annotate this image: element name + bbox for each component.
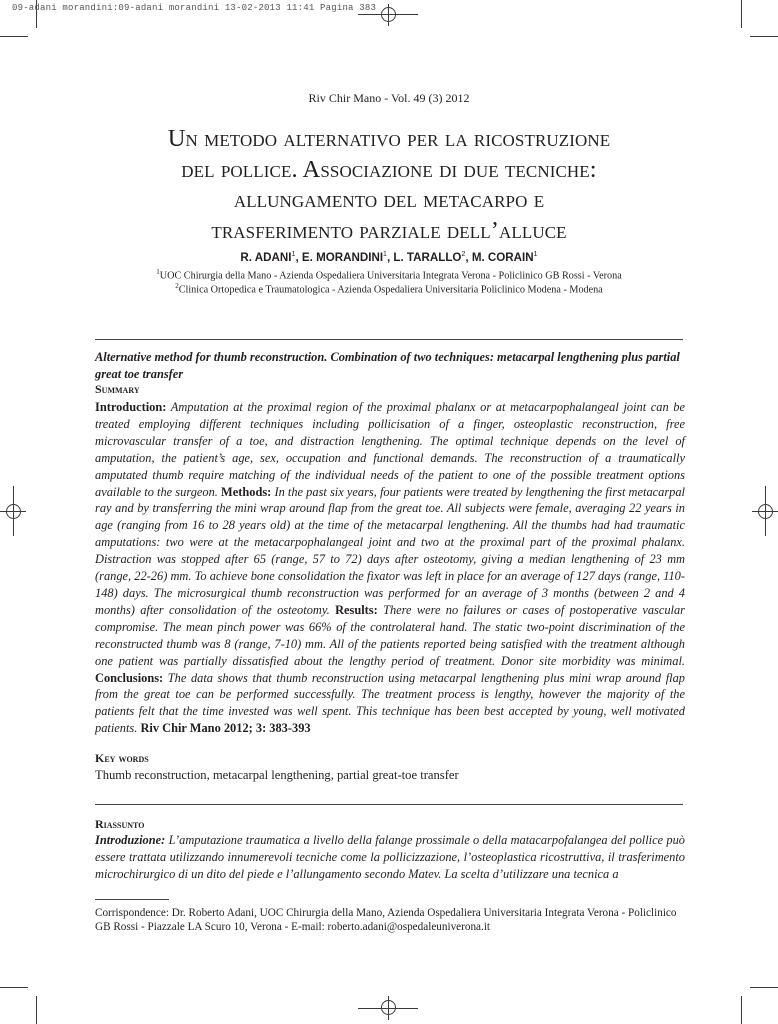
title-line: trasferimento parziale dell’alluce xyxy=(211,216,567,244)
author-affiliation-number: 1 xyxy=(533,251,538,259)
author-affiliation-number: 1 xyxy=(383,251,387,259)
crop-mark xyxy=(0,36,28,37)
english-title: Alternative method for thumb reconstruction. Combination of two techniques: metacarpal lengthening plus partial great toe transfer xyxy=(95,350,680,381)
footnote-rule xyxy=(95,899,169,900)
riassunto-text xyxy=(95,832,685,883)
author-affiliation-number: 2 xyxy=(461,251,466,259)
title-line: Un metodo alternativo per la ricostruzione xyxy=(167,125,611,152)
citation: Riv Chir Mano 2012; 3: 383-393 xyxy=(140,721,311,736)
crop-mark xyxy=(741,0,742,28)
correspondence-note: Corrispondence: Dr. Roberto Adani, UOC Chirurgia della Mano, Azienda Ospedaliera Universitaria Integrata Verona - Policlinico GB Rossi - Piazzale LA Scuro 10, Verona - E-mail: roberto.adani@ospedaleuniverona.it xyxy=(95,907,677,933)
printer-slug: 09-adani morandini:09-adani morandini 13-02-2013 11:41 Pagina 383 xyxy=(12,3,377,13)
riassunto-heading: Riassunto xyxy=(95,817,145,831)
abstract-label: Introduction: xyxy=(95,400,167,414)
abstract-section: Amputation at the proximal region of the proximal phalanx or at metacarpophalangeal joint can be treated employing different techniques including pollicisation of a finger, osteoplastic reconstruction, free microvascular transfer of a toe, and distraction lengthening. The optimal technique depends on the level of amputation, the patient’s age, sex, occupation and functional demands. The reconstruction of a traumatically amputated thumb require matching of the individual needs of the patient to one of the possible treatment options available to the surgeon. xyxy=(95,400,686,499)
affiliation-text: Clinica Ortopedica e Traumatologica - Azienda Ospedaliera Universitaria Policlinico Modena - Modena xyxy=(178,284,603,296)
affiliation-number: 1 xyxy=(156,268,160,276)
abstract-label: Results: xyxy=(335,602,378,617)
affiliation-text: UOC Chirurgia della Mano - Azienda Ospedaliera Universitaria Integrata Verona - Policlinico GB Rossi - Verona xyxy=(159,270,622,282)
abstract-section: In the past six years, four patients were treated by lengthening the first metacarpal ray and by transferring the mini wrap around flap from the great toe. All subjects were female, averaging 22 years in age (ranging from 16 to 28 years old) at the time of the metacarpal lengthening. All the thumbs had had traumatic amputations: two were at the metacarpophalangeal joint and two at the proximal part of the proximal phalanx. Distraction was stopped after 65 (range, 57 to 72) days after osteotomy, giving a median lengthening of 23 mm (range, 22-26) mm. To achieve bone consolidation the fixator was left in place for an average of 127 days (range, 110-148) days. The microsurgical thumb reconstruction was performed for an average of 3 months (between 2 and 4 months) after consolidation of the osteotomy. xyxy=(95,484,685,617)
abstract-section: The data shows that thumb reconstruction using metacarpal lengthening plus mini wrap around flap from the great toe can be performed successfully. The treatment process is lengthy, however the majority of the patients felt that the time invested was well spent. This technique has been best accepted by young, well motivated patients. xyxy=(95,670,685,736)
riassunto-label: Introduzione: xyxy=(95,833,166,847)
author-name: M. CORAIN xyxy=(471,251,534,264)
divider xyxy=(95,339,683,340)
title-line: allungamento del metacarpo e xyxy=(233,186,545,213)
journal-header: Riv Chir Mano - Vol. 49 (3) 2012 xyxy=(308,91,470,105)
keywords-heading: Key words xyxy=(95,751,149,765)
crop-mark xyxy=(36,996,37,1024)
article-title xyxy=(60,124,718,246)
author-name: E. MORANDINI xyxy=(301,251,384,264)
title-line: del pollice. Associazione di due tecniche: xyxy=(181,155,597,183)
crop-mark xyxy=(750,36,778,37)
registration-mark xyxy=(758,504,773,519)
keywords: Thumb reconstruction, metacarpal lengthening, partial great-toe transfer xyxy=(95,768,459,782)
abstract-label: Conclusions: xyxy=(95,670,164,685)
registration-mark xyxy=(381,7,396,22)
summary-heading: Summary xyxy=(95,382,140,396)
abstract-section: There were no failures or cases of postoperative vascular compromise. The mean pinch power was 66% of the controlateral hand. The static two-point discrimination of the reconstructed thumb was 8 (range, 7-10) mm. All of the patients reported being satisfied with the treatment although one patient was partially dissatisfied about the lengthy period of treatment. Donor site morbidity was minimal. xyxy=(95,602,685,668)
crop-mark xyxy=(0,987,28,988)
divider xyxy=(95,804,683,805)
riassunto-body: L’amputazione traumatica a livello della falange prossimale o della matacarpofalangea del pollice può essere trattata utilizzando innumerevoli tecniche come la pollicizzazione, l’osteoplastica ricostruttiva, il trasferimento microchirurgico di un dito del piede e l’allungamento secondo Matev. La scelta d’utilizzare una tecnica a xyxy=(95,833,685,881)
author-name: R. ADANI xyxy=(240,251,292,264)
abstract-text xyxy=(95,399,685,737)
affiliation-number: 2 xyxy=(175,282,179,290)
crop-mark xyxy=(741,996,742,1024)
affiliation-line xyxy=(0,268,778,281)
registration-mark xyxy=(381,1000,396,1015)
author-name: L. TARALLO xyxy=(393,251,462,264)
registration-mark xyxy=(6,504,21,519)
abstract-label: Methods: xyxy=(221,484,272,499)
author-list: R. ADANI$^1$, E. MORANDINI$^1$, L. TARALLO$^2$, M. CORAIN$^1$ xyxy=(240,251,538,264)
affiliation-line xyxy=(0,282,778,295)
crop-mark xyxy=(750,987,778,988)
author-affiliation-number: 1 xyxy=(291,251,296,259)
